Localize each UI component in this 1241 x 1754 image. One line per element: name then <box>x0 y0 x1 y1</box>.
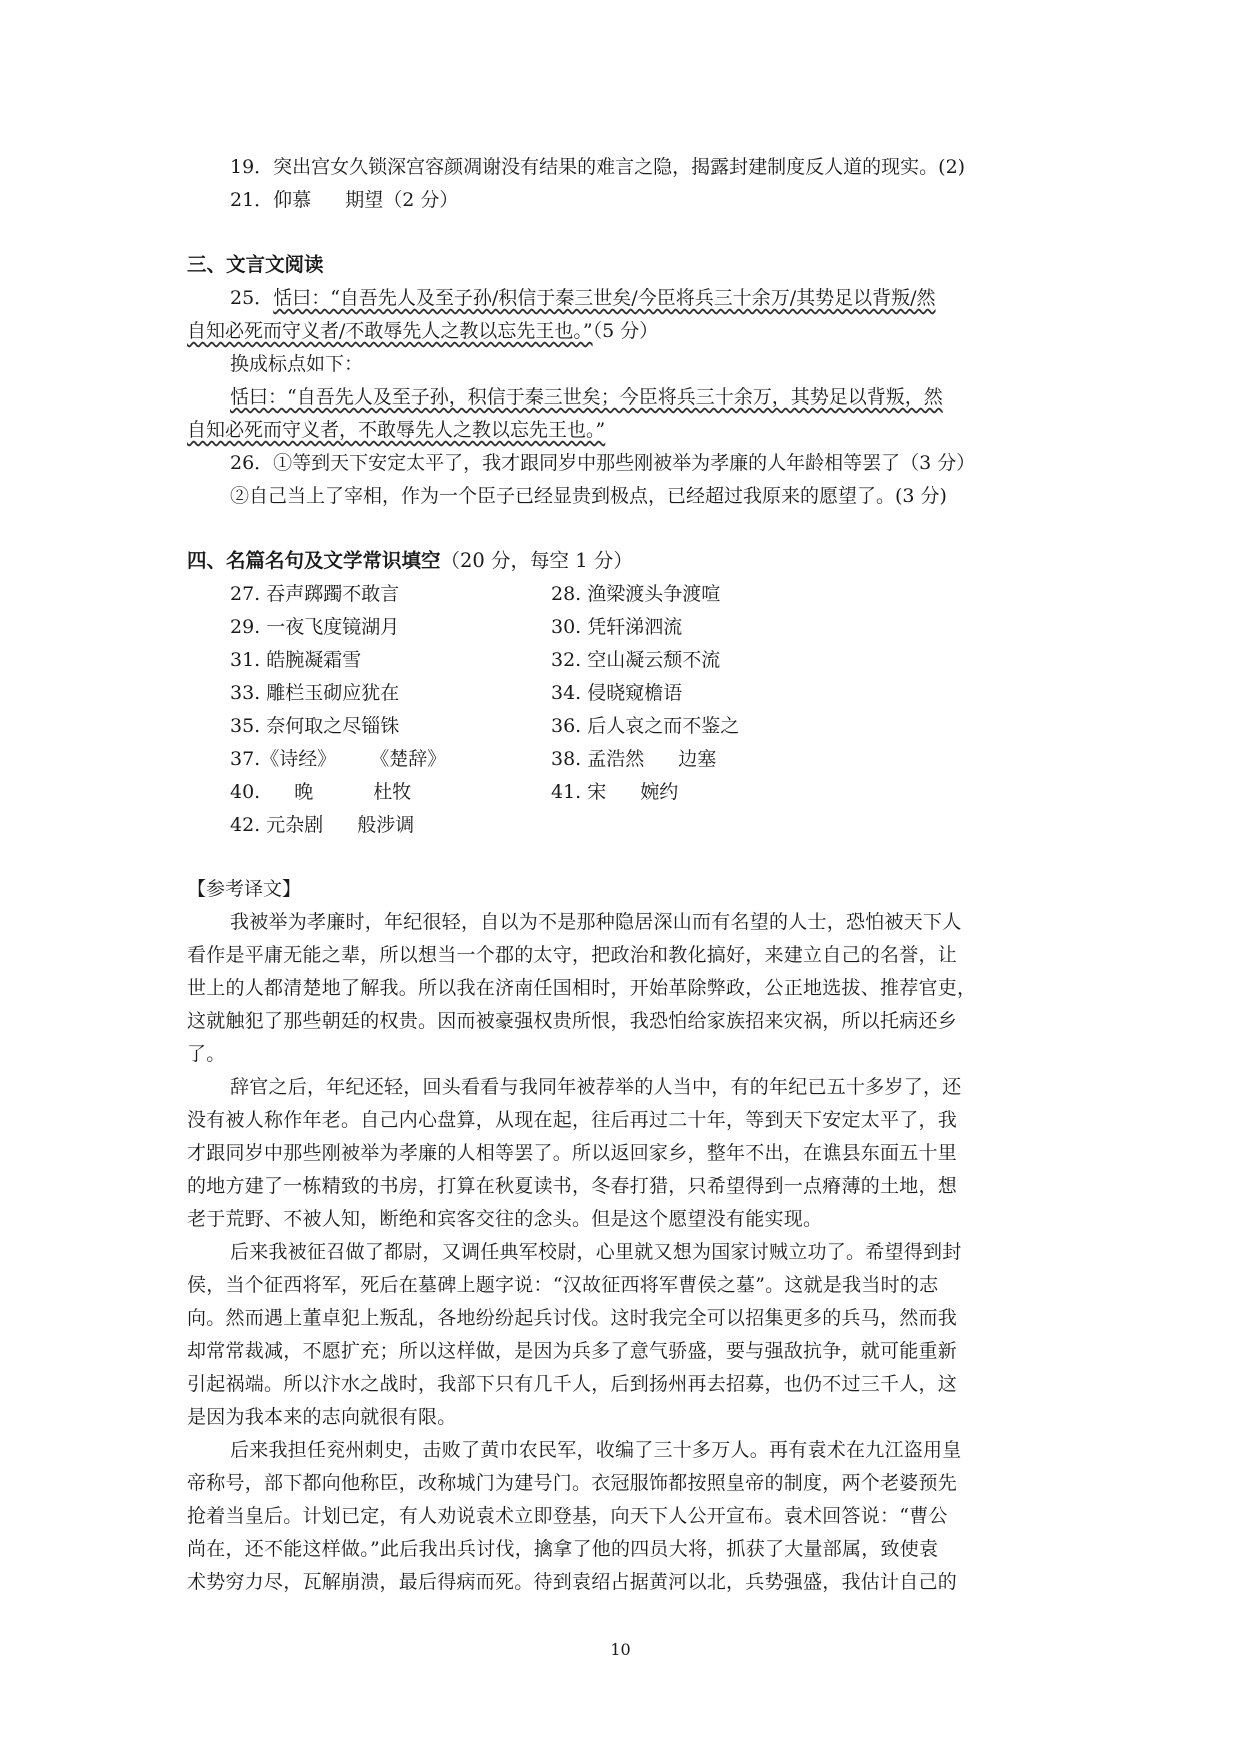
convert-label: 换成标点如下： <box>230 353 364 375</box>
fill-item: 30. 凭轩涕泗流 <box>551 616 683 638</box>
answer-26-1: 26．①等到天下安定太平了，我才跟同岁中那些刚被举为孝廉的人年龄相等罢了（3 分） <box>230 452 976 474</box>
answer-26-2: ②自己当上了宰相，作为一个臣子已经显贵到极点，已经超过我原来的愿望了。(3 分) <box>230 485 947 507</box>
fill-item: 31. 皓腕凝霜雪 <box>230 649 362 671</box>
translation-line: 世上的人都清楚地了解我。所以我在济南任国相时，开始革除弊政，公正地选拔、推荐官吏， <box>187 977 977 999</box>
punctuated-line-2: 自知必死而守义者，不敢辱先人之教以忘先王也。” <box>187 419 606 441</box>
section-heading-classical-chinese: 三、文言文阅读 <box>187 253 324 276</box>
translation-line: 侯，当个征西将军，死后在墓碑上题字说：“汉故征西将军曹侯之墓”。这就是我当时的志 <box>187 1274 939 1296</box>
translation-line: 辞官之后，年纪还轻，回头看看与我同年被荐举的人当中，有的年纪已五十多岁了，还 <box>230 1076 962 1098</box>
translation-line: 帝称号，部下都向他称臣，改称城门为建号门。衣冠服饰都按照皇帝的制度，两个老婆预先 <box>187 1472 958 1494</box>
fill-item-40: 40. 晚 杜牧 <box>230 781 412 803</box>
fill-item-37: 37.《诗经》 《楚辞》 <box>230 748 447 770</box>
translation-line: 向。然而遇上董卓犯上叛乱，各地纷纷起兵讨伐。这时我完全可以招集更多的兵马，然而我 <box>187 1307 958 1329</box>
translation-title: 【参考译文】 <box>187 878 302 900</box>
section-heading-famous-quotes: 四、名篇名句及文学常识填空（20 分，每空 1 分） <box>187 549 633 572</box>
page-number: 10 <box>610 1640 631 1659</box>
fill-item: 29. 一夜飞度镜湖月 <box>230 616 400 638</box>
translation-line: 后来我担任兖州刺史，击败了黄巾农民军，收编了三十多万人。再有袁术在九江盗用皇 <box>230 1439 962 1461</box>
fill-item: 35. 奈何取之尽锱铢 <box>230 715 400 737</box>
answer-19: 19．突出宫女久锁深宫容颜凋谢没有结果的难言之隐，揭露封建制度反人道的现实。(2) <box>230 156 966 178</box>
fill-item: 32. 空山凝云颓不流 <box>551 649 721 671</box>
fill-item: 33. 雕栏玉砌应犹在 <box>230 682 400 704</box>
translation-line: 这就触犯了那些朝廷的权贵。因而被豪强权贵所恨，我恐怕给家族招来灾祸，所以托病还乡 <box>187 1010 958 1032</box>
fill-item: 36. 后人哀之而不鉴之 <box>551 715 740 737</box>
fill-item: 34. 侵晓窥檐语 <box>551 682 683 704</box>
translation-line: 我被举为孝廉时，年纪很轻，自以为不是那种隐居深山而有名望的人士，恐怕被天下人 <box>230 911 962 933</box>
translation-line: 却常常裁减，不愿扩充；所以这样做，是因为兵多了意气骄盛，要与强敌抗争，就可能重新 <box>187 1340 958 1362</box>
translation-line: 才跟同岁中那些刚被举为孝廉的人相等罢了。所以返回家乡，整年不出，在谯县东面五十里 <box>187 1142 958 1164</box>
translation-line: 尚在，还不能这样做。”此后我出兵讨伐，擒拿了他的四员大将，抓获了大量部属，致使袁 <box>187 1538 939 1560</box>
translation-line: 了。 <box>187 1043 226 1065</box>
answer-21: 21．仰慕 期望（2 分） <box>230 189 459 211</box>
translation-line: 抢着当皇后。计划已定，有人劝说袁术立即登基，向天下人公开宣布。袁术回答说：“曹公 <box>187 1505 948 1527</box>
punctuated-line-1: 恬曰：“自吾先人及至子孙，积信于秦三世矣；今臣将兵三十余万，其势足以背叛，然 <box>230 386 943 408</box>
fill-item-38: 38. 孟浩然 边塞 <box>551 748 717 770</box>
fill-item: 28. 渔梁渡头争渡喧 <box>551 583 721 605</box>
fill-item: 27. 吞声踯躅不敢言 <box>230 583 400 605</box>
fill-item-41: 41. 宋 婉约 <box>551 781 679 803</box>
translation-line: 引起祸端。所以汴水之战时，我部下只有几千人，后到扬州再去招募，也仍不过三千人，这 <box>187 1373 958 1395</box>
translation-line: 后来我被征召做了都尉，又调任典军校尉，心里就又想为国家讨贼立功了。希望得到封 <box>230 1241 962 1263</box>
translation-line: 老于荒野、不被人知，断绝和宾客交往的念头。但是这个愿望没有能实现。 <box>187 1208 823 1230</box>
translation-line: 看作是平庸无能之辈，所以想当一个郡的太守，把政治和教化搞好，来建立自己的名誉，让 <box>187 944 958 966</box>
answer-25-line-2: 自知必死而守义者/不敢辱先人之教以忘先王也。”（5 分） <box>187 320 659 342</box>
fill-item-42: 42. 元杂剧 般涉调 <box>230 814 415 836</box>
translation-line: 是因为我本来的志向就很有限。 <box>187 1406 457 1428</box>
translation-line: 没有被人称作年老。自己内心盘算，从现在起，往后再过二十年，等到天下安定太平了，我 <box>187 1109 958 1131</box>
translation-line: 术势穷力尽，瓦解崩溃，最后得病而死。待到袁绍占据黄河以北，兵势强盛，我估计自己的 <box>187 1571 958 1593</box>
answer-25-line-1: 25．恬曰：“自吾先人及至子孙/积信于秦三世矣/今臣将兵三十余万/其势足以背叛/然 <box>230 287 936 309</box>
translation-line: 的地方建了一栋精致的书房，打算在秋夏读书，冬春打猎，只希望得到一点瘠薄的土地，想 <box>187 1175 958 1197</box>
